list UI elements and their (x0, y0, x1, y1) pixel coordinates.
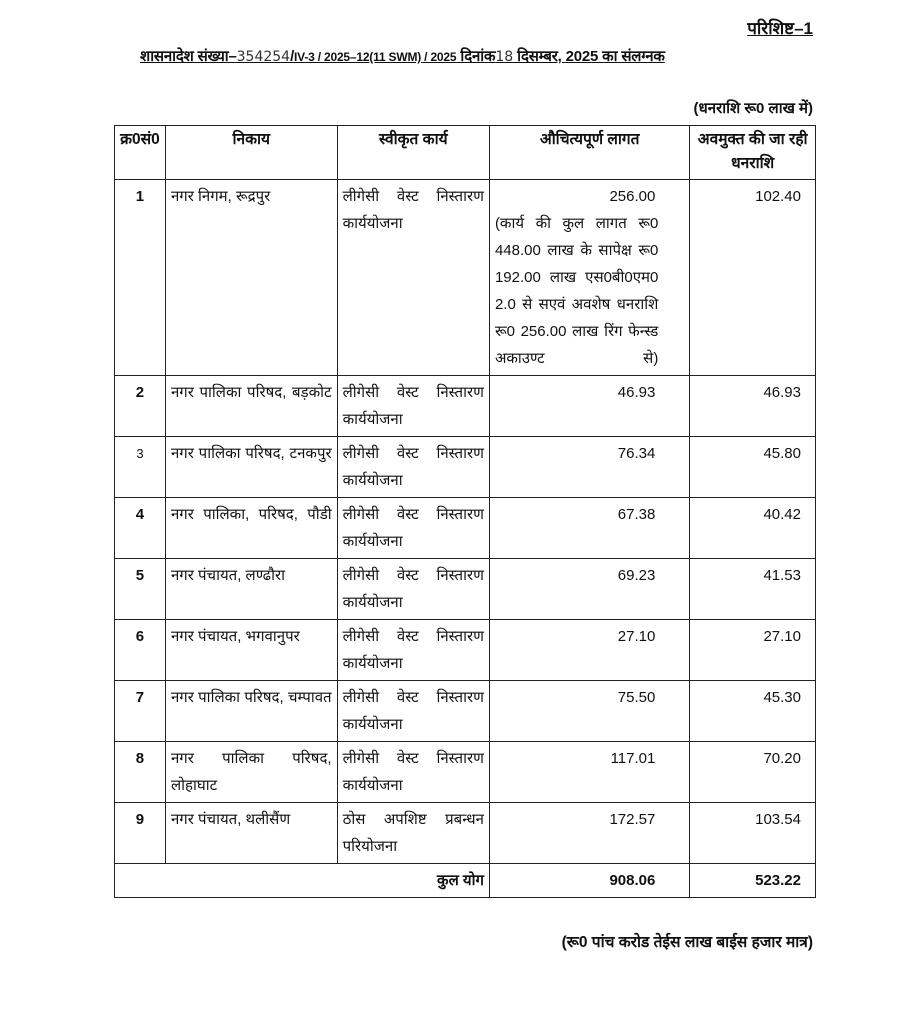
cell-work: लीगेसी वेस्ट निस्तारण कार्ययोजना (337, 180, 489, 376)
cell-cost (489, 180, 689, 376)
cell-body: नगर पालिका परिषद, लोहाघाट (165, 742, 337, 803)
unit-note: (धनराशि रू0 लाख में) (693, 100, 813, 117)
table-row (115, 376, 816, 437)
cell-cost: 76.34 (489, 437, 689, 498)
cell-work: लीगेसी वेस्ट निस्तारण कार्ययोजना (337, 681, 489, 742)
ref-prefix: शासनादेश संख्या– (140, 48, 237, 65)
cell-serial: 9 (115, 803, 166, 864)
cell-cost-note: (कार्य की कुल लागत रू0 448.00 लाख के सापेक्ष रू0 192.00 लाख एस0बी0एम0 2.0 से सएवं अवशेष धनराशि रू0 256.00 लाख रिंग फेन्स्ड अकाउण्ट से) (494, 215, 659, 367)
cell-serial: 3 (115, 437, 166, 498)
cell-serial: 4 (115, 498, 166, 559)
total-cost: 908.06 (489, 864, 689, 898)
cell-released: 45.30 (690, 681, 816, 742)
table-row (115, 620, 816, 681)
ref-date-suffix: दिसम्बर, 2025 का संलग्नक (517, 48, 665, 65)
handwritten-order-number: 354254 (236, 49, 291, 65)
cell-cost-value: 256.00 (609, 188, 656, 205)
cell-work: लीगेसी वेस्ट निस्तारण कार्ययोजना (337, 559, 489, 620)
col-header-serial: क्र0सं0 (115, 126, 166, 180)
cell-body: नगर पालिका परिषद, टनकपुर (165, 437, 337, 498)
cell-released: 27.10 (690, 620, 816, 681)
cell-body: नगर पंचायत, थलीसैंण (165, 803, 337, 864)
cell-work: लीगेसी वेस्ट निस्तारण कार्ययोजना (337, 437, 489, 498)
cell-serial: 7 (115, 681, 166, 742)
amount-in-words: (रू0 पांच करोड तेईस लाख बाईस हजार मात्र) (561, 934, 813, 951)
col-header-justified-cost: औचित्यपूर्ण लागत (489, 126, 689, 180)
government-order-reference: शासनादेश संख्या–354254/IV-3 / 2025–12(11 SWM) / 2025 दिनांक18 दिसम्बर, 2025 का संलग्नक (140, 48, 665, 65)
col-header-body: निकाय (165, 126, 337, 180)
cell-released: 46.93 (690, 376, 816, 437)
table-row (115, 803, 816, 864)
col-header-released-amount: अवमुक्त की जा रही धनराशि (690, 126, 816, 180)
appendix-label: परिशिष्ट–1 (747, 19, 813, 38)
cell-cost: 67.38 (489, 498, 689, 559)
cell-cost: 69.23 (489, 559, 689, 620)
cell-body: नगर पंचायत, लण्ढौरा (165, 559, 337, 620)
cell-released: 40.42 (690, 498, 816, 559)
allocation-table (114, 125, 816, 898)
cell-body: नगर पालिका परिषद, चम्पावत (165, 681, 337, 742)
cell-released: 70.20 (690, 742, 816, 803)
cell-work: लीगेसी वेस्ट निस्तारण कार्ययोजना (337, 376, 489, 437)
cell-serial: 1 (115, 180, 166, 376)
total-row (115, 864, 816, 898)
cell-body: नगर निगम, रूद्रपुर (165, 180, 337, 376)
cell-released: 45.80 (690, 437, 816, 498)
cell-released: 41.53 (690, 559, 816, 620)
cell-body: नगर पालिका परिषद, बड़कोट (165, 376, 337, 437)
cell-work: लीगेसी वेस्ट निस्तारण कार्ययोजना (337, 498, 489, 559)
cell-serial: 2 (115, 376, 166, 437)
total-released: 523.22 (690, 864, 816, 898)
cell-cost: 172.57 (489, 803, 689, 864)
ref-code: IV-3 / 2025–12(11 SWM) / 2025 (294, 50, 457, 64)
col-header-approved-work: स्वीकृत कार्य (337, 126, 489, 180)
table-row (115, 559, 816, 620)
cell-body: नगर पालिका, परिषद, पौडी (165, 498, 337, 559)
table-header-row (115, 126, 816, 180)
cell-cost: 117.01 (489, 742, 689, 803)
total-label: कुल योग (115, 864, 490, 898)
cell-serial: 6 (115, 620, 166, 681)
cell-body: नगर पंचायत, भगवानुपर (165, 620, 337, 681)
cell-serial: 5 (115, 559, 166, 620)
cell-cost: 27.10 (489, 620, 689, 681)
cell-work: लीगेसी वेस्ट निस्तारण कार्ययोजना (337, 620, 489, 681)
table-row (115, 681, 816, 742)
table-row (115, 742, 816, 803)
ref-date-prefix: दिनांक (460, 48, 496, 65)
cell-work: लीगेसी वेस्ट निस्तारण कार्ययोजना (337, 742, 489, 803)
table-row (115, 437, 816, 498)
cell-cost: 75.50 (489, 681, 689, 742)
cell-serial: 8 (115, 742, 166, 803)
cell-released: 102.40 (690, 180, 816, 376)
handwritten-day: 18 (495, 49, 514, 65)
table-row (115, 180, 816, 376)
table-row (115, 498, 816, 559)
cell-work: ठोस अपशिष्ट प्रबन्धन परियोजना (337, 803, 489, 864)
cell-cost: 46.93 (489, 376, 689, 437)
cell-released: 103.54 (690, 803, 816, 864)
